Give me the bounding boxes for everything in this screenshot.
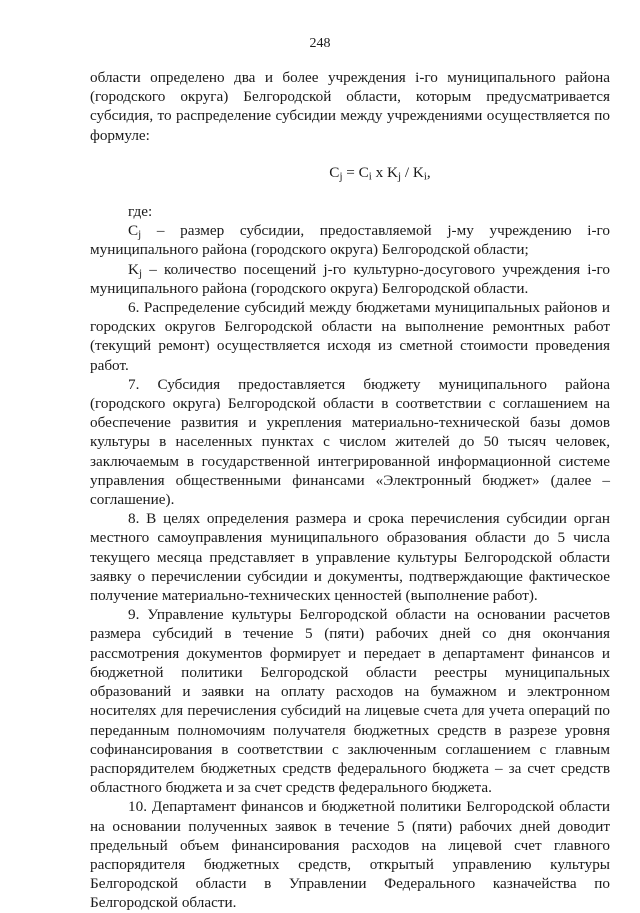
page-number: 248 bbox=[309, 36, 331, 51]
definition-item: $K_j$ – количество посещений j-го культурно-досугового учреждения i-го муниципального района (городского округа) Белгородской области. bbox=[90, 260, 610, 297]
paragraph-9: 9. Управление культуры Белгородской области на основании расчетов размера субсидий в течение 5 (пяти) рабочих дней со дня окончания рассмотрения документов формирует и передает в департамент финансов и бюджетной политики Белгородской области реестры муниципальных образований и заявки на оплату расходов на бумажном и электронном носителях для перечисления субсидий на лицевые счета для учета операций по переданным полномочиям получателя бюджетных средств в разрезе уровня софинансирования в соответствии с заключенным соглашением с главным распорядителем бюджетных средств федерального бюджета – за счет средств областного бюджета и за счет средств федерального бюджета. bbox=[90, 606, 610, 797]
paragraph-7: 7. Субсидия предоставляется бюджету муниципального района (городского округа) Белгородской области в соответствии с соглашением на обеспечение развития и укрепления материально-технической базы домов культуры в населенных пунктах с числом жителей до 50 тысяч человек, заключаемым в государственной интегрированной информационной системе управления общественными финансами «Электронный бюджет» (далее – соглашение). bbox=[90, 375, 610, 509]
where-label: где: bbox=[128, 203, 153, 221]
document-body bbox=[90, 68, 610, 913]
definition-item: $C_j$ – размер субсидии, предоставляемой j-му учреждению i-го муниципального района (городского округа) Белгородской области; bbox=[90, 222, 610, 259]
formula: $C_j = C_i$ x $K_j / K_i$, bbox=[329, 163, 431, 183]
paragraph-8: 8. В целях определения размера и срока перечисления субсидии орган местного самоуправления муниципального образования области до 5 числа текущего месяца представляет в управление культуры Белгородской области заявку о перечислении субсидии и документы, подтверждающие фактическое получение материально-технических ценностей (выполнение работ). bbox=[90, 510, 610, 605]
intro-paragraph: области определено два и более учреждения i-го муниципального района (городского округа) Белгородской области, которым предусматривается субсидия, то распределение субсидии между учреждениями осуществляется по формуле: bbox=[90, 69, 610, 144]
paragraph-6: 6. Распределение субсидий между бюджетами муниципальных районов и городских округов Белгородской области на выполнение ремонтных работ (текущий ремонт) осуществляется исходя из сметной стоимости проведения работ. bbox=[90, 299, 610, 374]
paragraph-10: 10. Департамент финансов и бюджетной политики Белгородской области на основании полученных заявок в течение 5 (пяти) рабочих дней доводит предельный объем финансирования расходов на лицевой счет главного распорядителя бюджетных средств, открытый управлению культуры Белгородской области в Управлении Федерального казначейства по Белгородской области. bbox=[90, 798, 610, 912]
